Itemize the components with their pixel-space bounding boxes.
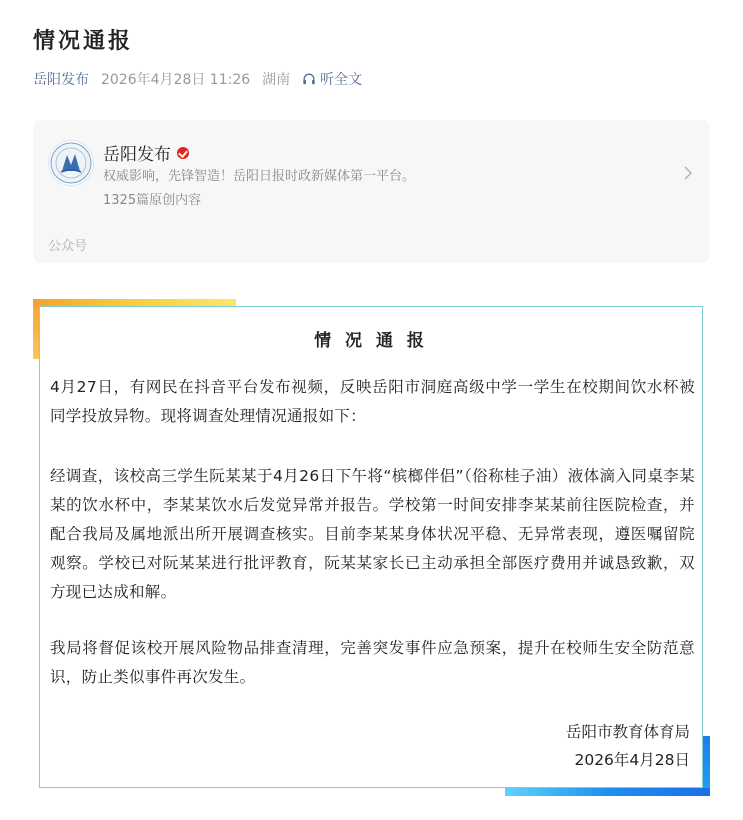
location: 湖南 — [262, 72, 291, 88]
notice-title: 情 况 通 报 — [314, 331, 428, 351]
page-title: 情况通报 — [33, 29, 134, 54]
headphones-icon — [302, 72, 316, 86]
account-logo — [48, 140, 94, 186]
listen-label: 听全文 — [320, 72, 363, 88]
account-description: 权威影响，先锋智造！岳阳日报时政新媒体第一平台。 — [103, 169, 416, 184]
verified-icon — [177, 147, 189, 159]
account-name: 岳阳发布 — [103, 145, 171, 165]
original-count: 1325篇原创内容 — [103, 193, 202, 208]
notice-date: 2026年4月28日 — [574, 751, 690, 769]
notice-paragraph: 4月27日，有网民在抖音平台发布视频，反映岳阳市洞庭高级中学一学生在校期间饮水杯被同学投放异物。现将调查处理情况通报如下： — [50, 378, 695, 425]
account-type: 公众号 — [48, 239, 88, 254]
decorative-corner-bottom-horizontal — [505, 788, 710, 796]
source-link[interactable]: 岳阳发布 — [33, 72, 89, 88]
listen-button[interactable] — [302, 69, 362, 89]
notice-signature: 岳阳市教育体育局 — [565, 723, 690, 741]
account-card[interactable] — [33, 120, 710, 263]
account-name-row — [103, 140, 189, 165]
article-meta — [33, 69, 362, 89]
decorative-corner-bottom-vertical — [702, 736, 710, 796]
chevron-right-icon[interactable] — [684, 166, 692, 180]
notice-paragraph: 我局将督促该校开展风险物品排查清理，完善突发事件应急预案，提升在校师生安全防范意识，防止类似事件再次发生。 — [50, 639, 695, 686]
notice-paragraph: 经调查，该校高三学生阮某某于4月26日下午将“槟榔伴侣”（俗称桂子油）液体滴入同桌李某某的饮水杯中，李某某饮水后发觉异常并报告。学校第一时间安排李某某前往医院检查，并配合我局及属地派出所开展调查核实。目前李某某身体状况平稳、无异常表现，遵医嘱留院观察。学校已对阮某某进行批评教育，阮某某家长已主动承担全部医疗费用并诚恳致歉，双方现已达成和解。 — [50, 467, 695, 601]
notice-box — [39, 306, 703, 788]
publish-datetime: 2026年4月28日 11:26 — [101, 72, 251, 88]
